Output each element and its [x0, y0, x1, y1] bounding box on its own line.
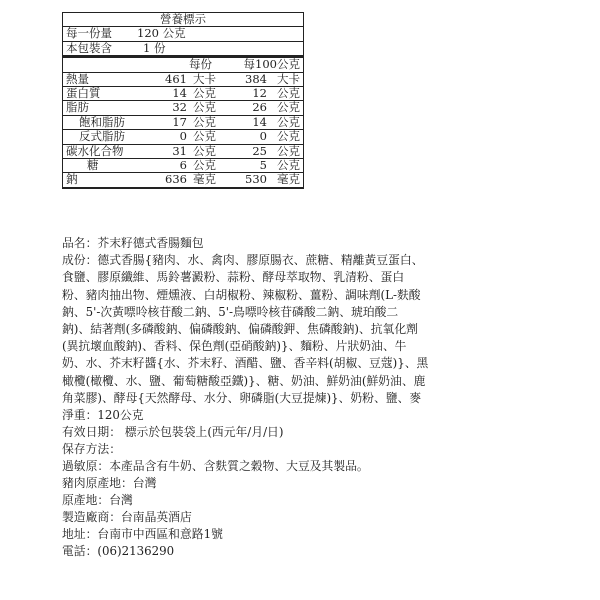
nutrient-name: 反式脂肪: [79, 129, 125, 144]
per-serving-unit: 公克: [193, 157, 216, 172]
storage-method: 保存方法：: [62, 442, 121, 456]
nutrition-row: [63, 173, 303, 187]
per-serving-value: 17: [172, 114, 187, 129]
per-100g-value: 25: [252, 143, 267, 158]
nutrient-name: 糖: [87, 157, 99, 172]
per-100g-value: 14: [252, 114, 267, 129]
per-serving-value: 14: [172, 85, 187, 100]
per-serving-unit: 公克: [193, 114, 216, 129]
nutrition-title: 營養標示: [63, 13, 303, 27]
serving-size-row: [63, 27, 303, 41]
nutrient-name: 蛋白質: [66, 85, 101, 100]
per-100g-header: 每100公克: [243, 57, 300, 72]
per-serving-value: 6: [179, 157, 187, 172]
nutrient-name: 鈉: [66, 172, 78, 187]
nutrient-name: 碳水化合物: [66, 143, 124, 158]
servings-value: 1 份: [143, 40, 166, 55]
nutrition-row: [63, 101, 303, 115]
per-serving-unit: 公克: [193, 129, 216, 144]
per-100g-unit: 毫克: [277, 172, 300, 187]
nutrient-name: 脂肪: [66, 100, 89, 115]
per-serving-unit: 大卡: [193, 71, 216, 86]
serving-size-value: 120 公克: [137, 26, 186, 41]
per-100g-unit: 大卡: [277, 71, 300, 86]
per-100g-unit: 公克: [277, 129, 300, 144]
nutrient-name: 熱量: [66, 71, 89, 86]
ingredient-line: 粉、豬肉抽出物、煙燻液、白胡椒粉、辣椒粉、薑粉、調味劑(L-麩酸: [62, 287, 421, 302]
manufacturer-address: 地址：台南市中西區和意路1號: [62, 527, 223, 541]
per-serving-value: 32: [172, 100, 187, 115]
allergen-info: 過敏原：本產品含有牛奶、含麩質之穀物、大豆及其製品。: [62, 459, 369, 473]
net-weight: 淨重：120公克: [62, 408, 144, 422]
per-serving-unit: 公克: [193, 143, 216, 158]
per-100g-value: 530: [245, 172, 267, 187]
servings-per-package-row: [63, 42, 303, 58]
servings-label: 本包裝含: [66, 40, 112, 55]
pork-origin: 豬肉原產地：台灣: [62, 476, 157, 490]
per-100g-unit: 公克: [277, 157, 300, 172]
nutrition-row: [63, 130, 303, 144]
product-info: [62, 235, 472, 407]
per-100g-unit: 公克: [277, 114, 300, 129]
nutrition-rows: [63, 73, 303, 188]
ingredient-line: 成份：德式香腸{豬肉、水、禽肉、膠原腸衣、蔗糖、精離黃豆蛋白、: [62, 253, 424, 268]
nutrition-row: [63, 116, 303, 130]
ingredient-line: 鈉、5'-次黃嘌呤核苷酸二鈉、5'-鳥嘌呤核苷磷酸二鈉、琥珀酸二: [62, 304, 399, 319]
expiry-date: 有效日期： 標示於包裝袋上(西元年/月/日): [62, 425, 284, 439]
nutrition-facts-panel: [62, 12, 304, 189]
per-serving-value: 31: [172, 143, 187, 158]
ingredient-line: 角菜膠)、酵母{天然酵母、水分、卵磷脂(大豆提煉)}、奶粉、鹽、麥: [62, 390, 422, 405]
per-100g-value: 12: [252, 85, 267, 100]
per-100g-unit: 公克: [277, 85, 300, 100]
country-of-origin: 原產地：台灣: [62, 493, 133, 507]
per-serving-value: 0: [179, 129, 187, 144]
manufacturer: 製造廠商：台南晶英酒店: [62, 510, 192, 524]
nutrition-column-header: [63, 58, 303, 72]
per-100g-value: 0: [259, 129, 267, 144]
per-serving-value: 461: [165, 71, 187, 86]
nutrition-row: [63, 73, 303, 87]
ingredient-line: 橄欖(橄欖、水、鹽、葡萄糖酸亞鐵)}、糖、奶油、鮮奶油(鮮奶油、鹿: [62, 373, 426, 388]
serving-size-label: 每一份量: [66, 26, 112, 41]
per-serving-value: 636: [165, 172, 187, 187]
ingredient-line: 奶、水、芥末籽醬{水、芥末籽、酒醋、鹽、香辛料(胡椒、豆蔻)}、黑: [62, 356, 429, 371]
per-serving-unit: 公克: [193, 85, 216, 100]
ingredient-line: 食鹽、膠原纖維、馬鈴薯澱粉、蒜粉、酵母萃取物、乳清粉、蛋白: [62, 270, 405, 285]
per-serving-unit: 公克: [193, 100, 216, 115]
per-100g-value: 26: [252, 100, 267, 115]
ingredient-line: 鈉)、結著劑(多磷酸鈉、偏磷酸鈉、偏磷酸鉀、焦磷酸鈉)、抗氧化劑: [62, 322, 418, 337]
nutrition-row: [63, 159, 303, 173]
ingredients-text: [62, 252, 472, 407]
product-name: 品名：芥末籽德式香腸麵包: [62, 236, 204, 250]
per-serving-header: 每份: [189, 57, 212, 72]
per-100g-value: 5: [259, 157, 267, 172]
per-serving-unit: 毫克: [193, 172, 216, 187]
nutrient-name: 飽和脂肪: [79, 114, 125, 129]
ingredient-line: (異抗壞血酸鈉)、香料、保色劑(亞硝酸鈉)}、麵粉、片狀奶油、牛: [62, 339, 407, 354]
phone-number: 電話：(06)2136290: [62, 544, 175, 558]
per-100g-value: 384: [245, 71, 267, 86]
nutrition-row: [63, 145, 303, 159]
nutrition-row: [63, 87, 303, 101]
per-100g-unit: 公克: [277, 143, 300, 158]
per-100g-unit: 公克: [277, 100, 300, 115]
